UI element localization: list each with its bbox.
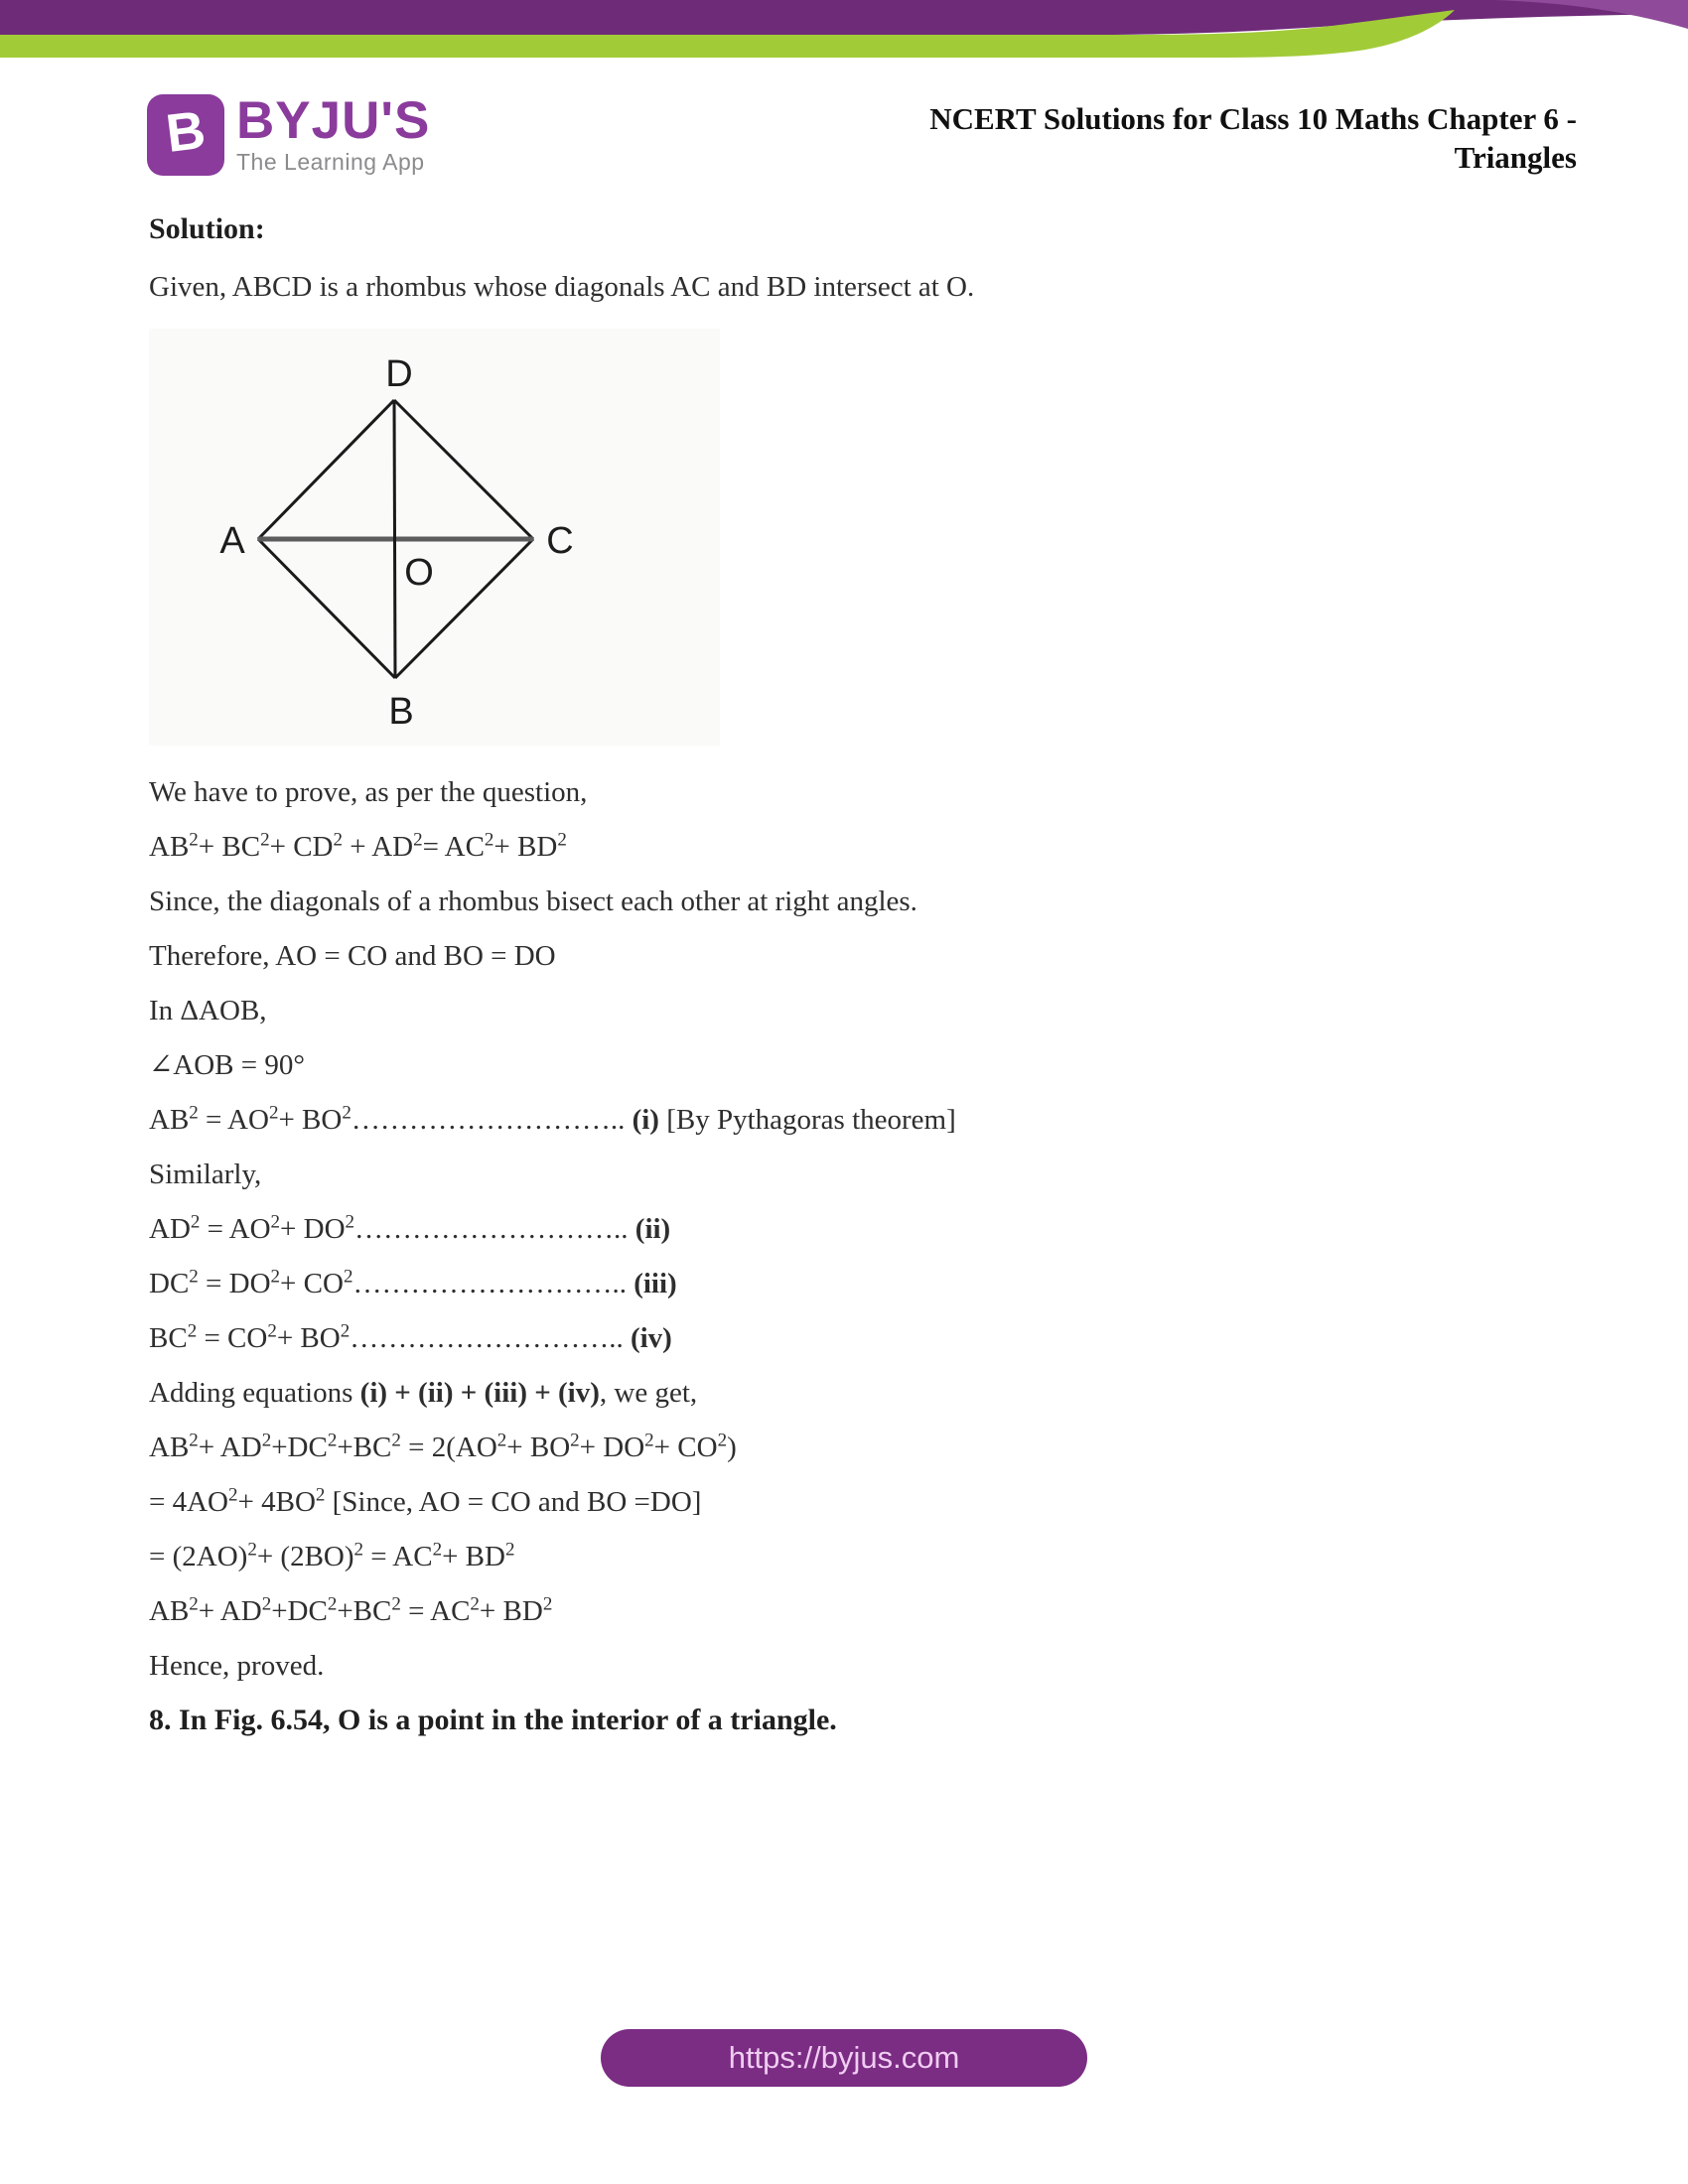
superscript: 2 — [484, 829, 494, 851]
text-segment: + DO — [579, 1432, 645, 1463]
superscript: 2 — [557, 829, 567, 851]
text-segment: ) — [727, 1432, 737, 1463]
text-segment: + CO — [653, 1432, 718, 1463]
vertex-label-D: D — [385, 353, 413, 395]
text-segment: (ii) — [634, 1213, 671, 1245]
vertex-label-C: C — [546, 520, 574, 562]
superscript: 2 — [267, 1320, 277, 1342]
document-title-line1: NCERT Solutions for Class 10 Maths Chapter 6 - — [929, 101, 1577, 136]
superscript: 2 — [270, 1266, 281, 1288]
text-segment: + BO — [506, 1432, 571, 1463]
text-segment: + BD — [493, 831, 558, 863]
superscript: 2 — [342, 1102, 352, 1124]
superscript: 2 — [717, 1430, 728, 1451]
text-segment: ……………………….. — [350, 1322, 631, 1354]
text-segment: AB — [149, 831, 190, 863]
text-segment: AD — [149, 1213, 191, 1245]
superscript: 2 — [228, 1484, 238, 1506]
superscript: 2 — [340, 1320, 351, 1342]
side-AD — [258, 400, 394, 539]
text-segment: [By Pythagoras theorem] — [658, 1104, 956, 1136]
text-segment: AB — [149, 1595, 190, 1627]
text-segment: = DO — [198, 1268, 271, 1299]
text-segment: (i) + (ii) + (iii) + (iv) — [359, 1377, 600, 1409]
text-segment: + DO — [280, 1213, 346, 1245]
text-segment: Therefore, AO = CO and BO = DO — [149, 940, 556, 972]
solution-line — [149, 1431, 1569, 1464]
document-title-line2: Triangles — [1454, 140, 1577, 175]
superscript: 2 — [315, 1484, 326, 1506]
text-segment: = AC — [363, 1541, 433, 1572]
text-segment: + 4BO — [237, 1486, 316, 1518]
solution-paragraphs — [149, 775, 1569, 1683]
superscript: 2 — [189, 1102, 199, 1124]
text-segment: (iv) — [630, 1322, 672, 1354]
text-segment: +BC — [337, 1432, 392, 1463]
text-segment: + BD — [442, 1541, 505, 1572]
superscript: 2 — [413, 829, 423, 851]
text-segment: AB — [149, 1432, 190, 1463]
given-statement: Given, ABCD is a rhombus whose diagonals AC and BD intersect at O. — [149, 271, 975, 303]
solution-line — [149, 1649, 1569, 1683]
question-8-heading: 8. In Fig. 6.54, O is a point in the interior of a triangle. — [149, 1704, 837, 1736]
text-segment: = AO — [198, 1104, 269, 1136]
superscript: 2 — [345, 1211, 355, 1233]
solution-line — [149, 830, 1569, 864]
superscript: 2 — [432, 1539, 443, 1561]
text-segment: ……………………….. — [351, 1104, 633, 1136]
text-segment: +BC — [337, 1595, 392, 1627]
superscript: 2 — [187, 1320, 198, 1342]
superscript: 2 — [189, 1593, 199, 1615]
text-segment: +DC — [271, 1432, 328, 1463]
text-segment: = AC — [422, 831, 485, 863]
superscript: 2 — [470, 1593, 480, 1615]
text-segment: + BD — [479, 1595, 543, 1627]
vertex-label-O: O — [404, 552, 434, 594]
superscript: 2 — [644, 1430, 654, 1451]
solution-line — [149, 1267, 1569, 1300]
text-segment: = 4AO — [149, 1486, 228, 1518]
header-band — [0, 0, 1688, 60]
superscript: 2 — [570, 1430, 580, 1451]
text-segment: Similarly, — [149, 1159, 262, 1190]
superscript: 2 — [189, 1430, 199, 1451]
side-BA — [258, 539, 395, 678]
superscript: 2 — [504, 1539, 515, 1561]
superscript: 2 — [327, 1430, 338, 1451]
text-segment: + BC — [198, 831, 261, 863]
text-segment: +DC — [271, 1595, 328, 1627]
solution-line — [149, 1321, 1569, 1355]
superscript: 2 — [343, 1266, 353, 1288]
solution-line — [149, 885, 1569, 918]
solution-content — [149, 213, 1569, 1737]
text-segment: Adding equations — [149, 1377, 360, 1409]
solution-line — [149, 994, 1569, 1027]
text-segment: = CO — [197, 1322, 268, 1354]
text-segment: ……………………….. — [352, 1268, 634, 1299]
solution-line — [149, 1048, 1569, 1082]
text-segment: AB — [149, 1104, 190, 1136]
text-segment: (i) — [632, 1104, 659, 1136]
superscript: 2 — [391, 1593, 401, 1615]
superscript: 2 — [542, 1593, 553, 1615]
byjus-b-letter: B — [162, 99, 210, 165]
solution-line — [149, 1158, 1569, 1191]
solution-line — [149, 1540, 1569, 1573]
superscript: 2 — [353, 1539, 364, 1561]
solution-line — [149, 1376, 1569, 1410]
solution-line — [149, 939, 1569, 973]
superscript: 2 — [333, 829, 343, 851]
text-segment: + AD — [198, 1595, 262, 1627]
text-segment: + BO — [278, 1104, 343, 1136]
text-segment: ……………………….. — [354, 1213, 635, 1245]
solution-heading: Solution: — [149, 212, 265, 245]
text-segment: , we get, — [599, 1377, 698, 1409]
text-segment: ∠AOB = 90° — [149, 1049, 305, 1081]
logo-brand: BYJU'S — [236, 91, 431, 150]
superscript: 2 — [247, 1539, 257, 1561]
rhombus-figure-svg — [149, 329, 720, 746]
superscript: 2 — [327, 1593, 338, 1615]
superscript: 2 — [260, 829, 270, 851]
superscript: 2 — [261, 1593, 272, 1615]
document-title — [929, 99, 1577, 177]
superscript: 2 — [268, 1102, 279, 1124]
superscript: 2 — [261, 1430, 272, 1451]
text-segment: (iii) — [633, 1268, 677, 1299]
text-segment: DC — [149, 1268, 190, 1299]
text-segment: = 2(AO — [400, 1432, 497, 1463]
solution-line — [149, 1103, 1569, 1137]
text-segment: Hence, proved. — [149, 1650, 325, 1682]
text-segment: + CO — [280, 1268, 344, 1299]
vertex-label-A: A — [219, 520, 245, 562]
superscript: 2 — [270, 1211, 281, 1233]
superscript: 2 — [189, 1266, 199, 1288]
superscript: 2 — [496, 1430, 507, 1451]
solution-line — [149, 1212, 1569, 1246]
text-segment: + (2BO) — [256, 1541, 354, 1572]
text-segment: BC — [149, 1322, 188, 1354]
byjus-logo — [147, 91, 431, 176]
text-segment: = AC — [400, 1595, 471, 1627]
text-segment: + AD — [342, 831, 414, 863]
solution-line — [149, 1485, 1569, 1519]
solution-line — [149, 1594, 1569, 1628]
text-segment: We have to prove, as per the question, — [149, 776, 588, 808]
text-segment: Since, the diagonals of a rhombus bisect each other at right angles. — [149, 886, 917, 917]
superscript: 2 — [190, 1211, 201, 1233]
text-segment: = (2AO) — [149, 1541, 248, 1572]
diagonal-DB — [394, 400, 395, 678]
solution-line — [149, 775, 1569, 809]
text-segment: + AD — [198, 1432, 262, 1463]
footer-link[interactable]: https://byjus.com — [601, 2029, 1087, 2087]
vertex-label-B: B — [388, 691, 414, 733]
byjus-b-icon — [147, 94, 224, 176]
text-segment: In ΔAOB, — [149, 995, 267, 1026]
text-segment: = AO — [200, 1213, 271, 1245]
logo-text — [236, 91, 431, 175]
side-DC — [394, 400, 533, 539]
superscript: 2 — [391, 1430, 401, 1451]
superscript: 2 — [189, 829, 199, 851]
text-segment: + BO — [276, 1322, 341, 1354]
rhombus-figure — [149, 329, 720, 746]
text-segment: + CD — [269, 831, 334, 863]
logo-tagline: The Learning App — [236, 149, 425, 175]
text-segment: [Since, AO = CO and BO =DO] — [325, 1486, 702, 1518]
